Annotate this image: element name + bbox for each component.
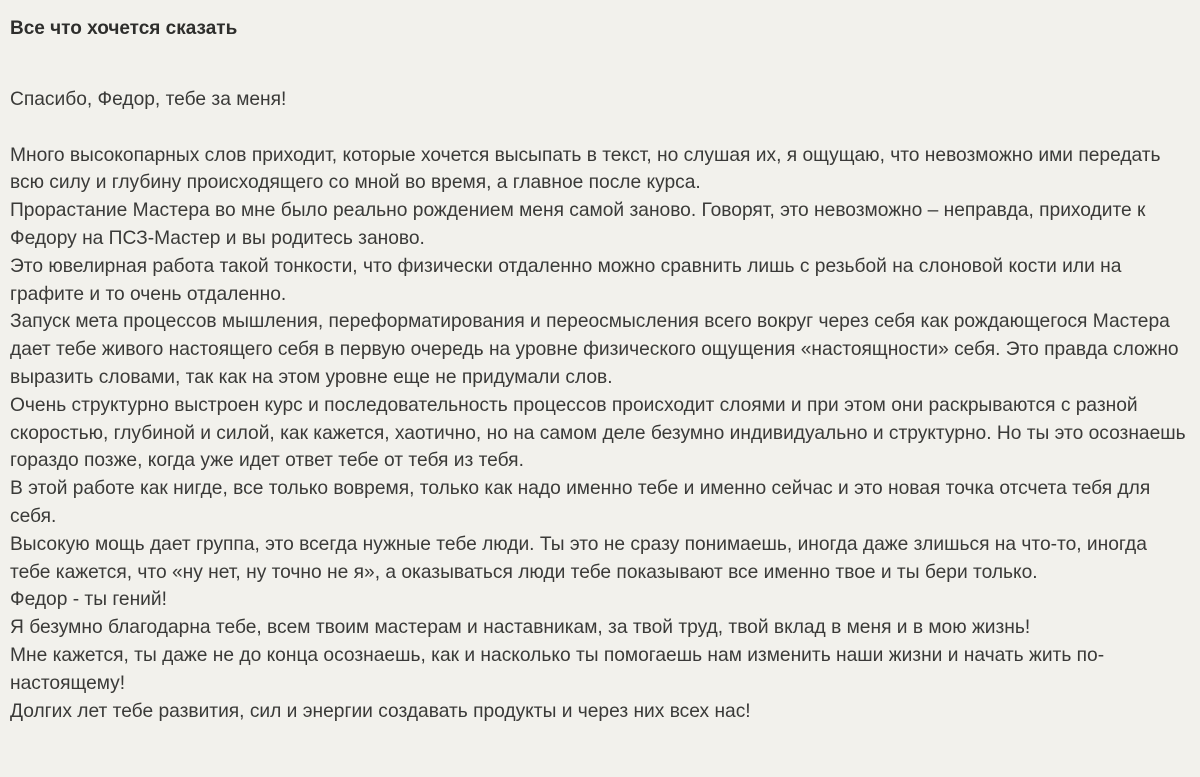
paragraph: Это ювелирная работа такой тонкости, что физически отдаленно можно сравнить лишь с резьбой на слоновой кости или на графите и то очень отдаленно. xyxy=(10,255,1122,305)
paragraph: Очень структурно выстроен курс и последовательность процессов происходит слоями и при этом они раскрываются с разной скоростью, глубиной и силой, как кажется, хаотично, но на самом деле безумно индивидуально и структурно. Но ты это осознаешь гораздо позже, когда уже идет ответ тебе от тебя из тебя. xyxy=(10,394,1186,472)
testimonial-body xyxy=(10,142,1190,726)
paragraph: Много высокопарных слов приходит, которые хочется высыпать в текст, но слушая их, я ощущаю, что невозможно ими передать всю силу и глубину происходящего со мной во время, а главное после курса. xyxy=(10,144,1161,194)
greeting-line: Спасибо, Федор, тебе за меня! xyxy=(10,89,287,110)
paragraph: В этой работе как нигде, все только вовремя, только как надо именно тебе и именно сейчас и это новая точка отсчета тебя для себя. xyxy=(10,478,1151,527)
section-heading: Все что хочется сказать xyxy=(10,18,238,39)
paragraph: Я безумно благодарна тебе, всем твоим мастерам и наставникам, за твой труд, твой вклад в меня и в мою жизнь! xyxy=(10,617,1031,639)
paragraph: Запуск мета процессов мышления, переформатирования и переосмысления всего вокруг через себя как рождающегося Мастера дает тебе живого настоящего себя в первую очередь на уровне физического ощущения «настоящности» себя. Это правда сложно выразить словами, так как на этом уровне еще не придумали слов. xyxy=(10,311,1179,388)
paragraph: Высокую мощь дает группа, это всегда нужные тебе люди. Ты это не сразу понимаешь, иногда даже злишься на что-то, иногда тебе кажется, что «ну нет, ну точно не я», а оказываться люди тебе показывают все именно твое и ты бери только. xyxy=(10,533,1147,583)
paragraph: Долгих лет тебе развития, сил и энергии создавать продукты и через них всех нас! xyxy=(10,700,751,722)
paragraph: Прорастание Мастера во мне было реально рождением меня самой заново. Говорят, это невозможно – неправда, приходите к Федору на ПСЗ-Мастер и вы родитесь заново. xyxy=(10,200,1146,249)
paragraph: Мне кажется, ты даже не до конца осознаешь, как и насколько ты помогаешь нам изменить наши жизни и начать жить по-настоящему! xyxy=(10,644,1105,694)
paragraph: Федор - ты гений! xyxy=(10,589,167,611)
